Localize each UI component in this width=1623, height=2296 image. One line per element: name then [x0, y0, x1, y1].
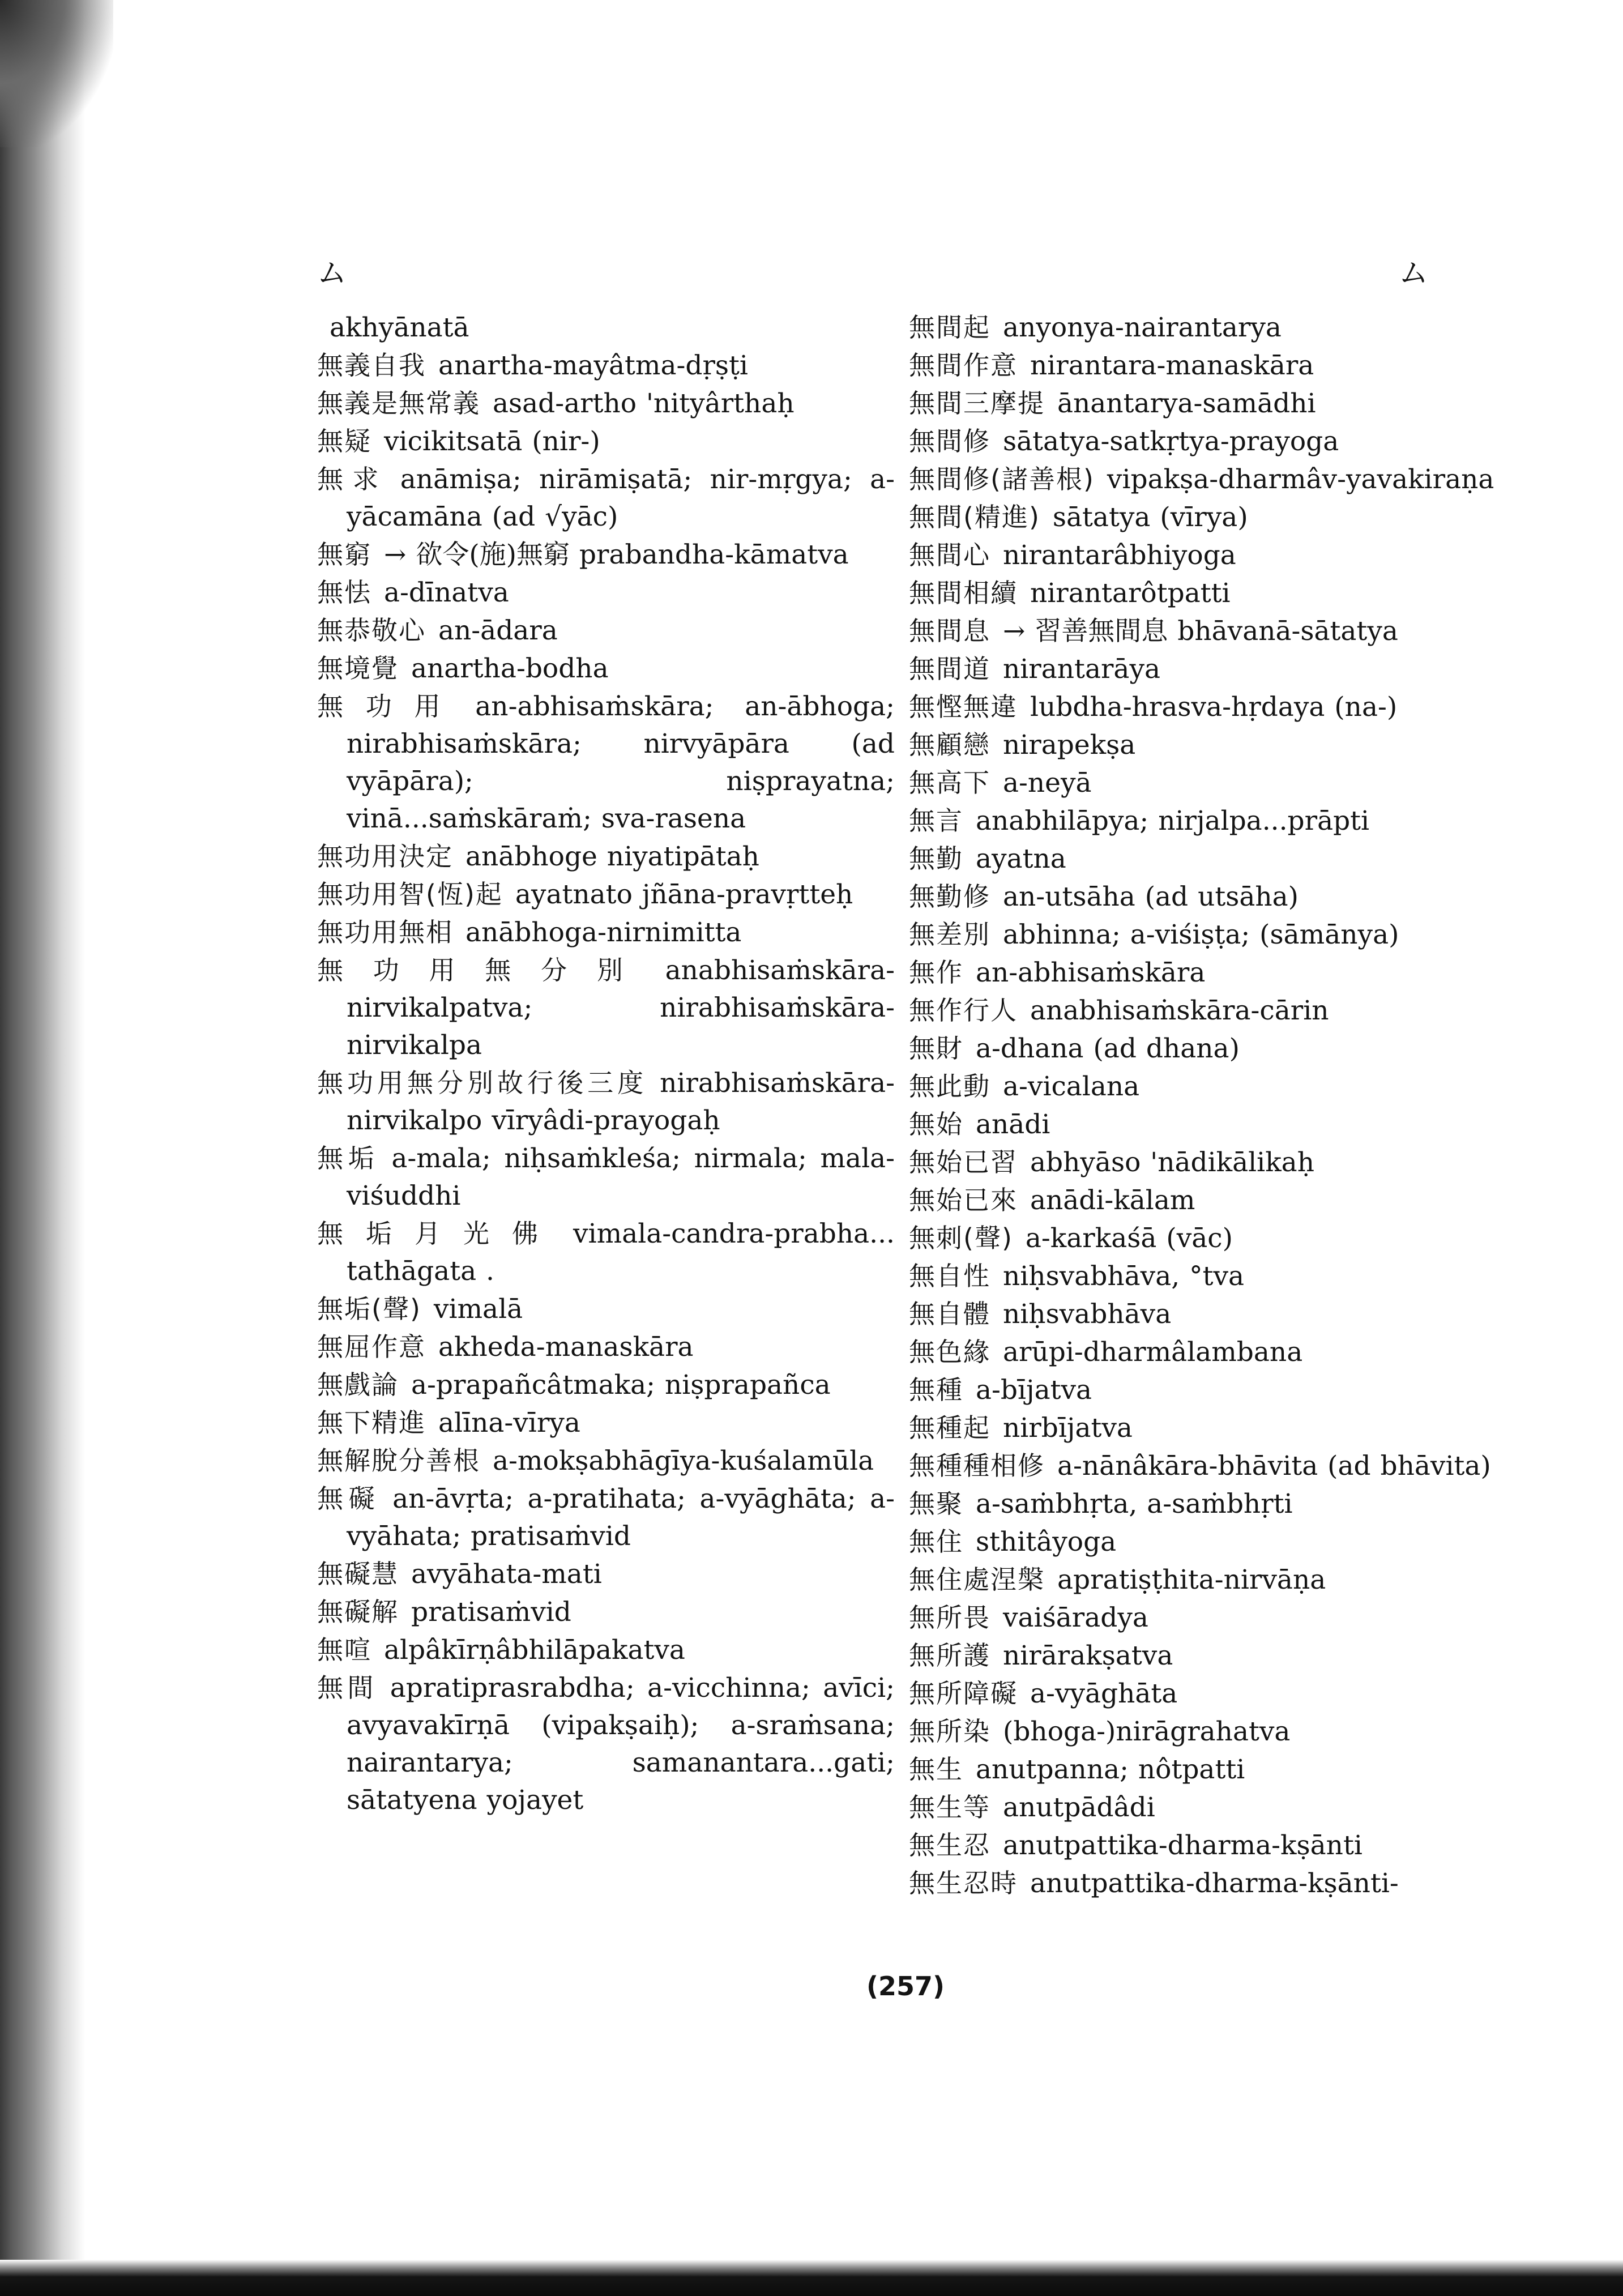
entry-sanskrit: a-mala; niḥsaṁkleśa; nirmala; mala-viśuddhi — [347, 1143, 895, 1211]
entry-headword: 無間 — [317, 1672, 378, 1703]
dictionary-entry — [909, 1409, 1509, 1447]
entry-headword: 無礙 — [317, 1483, 381, 1514]
dictionary-entry — [909, 1826, 1509, 1864]
entry-sanskrit: anādi-kālam — [1030, 1185, 1195, 1216]
entry-sanskrit: vimala-candra-prabha... tathāgata . — [347, 1218, 895, 1287]
entry-sanskrit: → 習善無間息 bhāvanā-sātatya — [1003, 616, 1398, 647]
entry-sanskrit: nirantarâbhiyoga — [1003, 540, 1236, 571]
entry-headword: 無所染 — [909, 1716, 990, 1747]
entry-headword: 無礙解 — [317, 1597, 399, 1627]
page-number: (257) — [866, 1971, 945, 2001]
entry-sanskrit: a-saṁbhṛta, a-saṁbhṛti — [976, 1488, 1293, 1520]
entry-headword: 無勤 — [909, 843, 963, 874]
entry-sanskrit: vipakṣa-dharmâv-yavakiraṇa — [1107, 464, 1494, 495]
entry-headword: 無垢月光佛 — [317, 1218, 561, 1249]
dictionary-entry — [317, 650, 895, 688]
entry-headword: 無生忍時 — [909, 1868, 1018, 1898]
dictionary-entry — [909, 1030, 1509, 1068]
entry-headword: 無屈作意 — [317, 1331, 426, 1362]
entry-headword: 無住處涅槃 — [909, 1564, 1045, 1595]
entry-headword: 無恭敬心 — [317, 615, 426, 646]
entry-headword: 無所畏 — [909, 1602, 990, 1633]
entry-sanskrit: vimalā — [433, 1294, 523, 1325]
dictionary-entry — [317, 574, 895, 612]
dictionary-entry — [909, 347, 1509, 385]
entry-headword: 無慳無違 — [909, 692, 1018, 722]
dictionary-entry — [909, 1106, 1509, 1143]
entry-headword: 無窮 — [317, 539, 371, 570]
dictionary-entry — [317, 838, 895, 876]
dictionary-entry — [909, 802, 1509, 840]
entry-sanskrit: anabhisaṁskāra-cārin — [1030, 995, 1329, 1026]
entry-sanskrit: a-nānâkāra-bhāvita (ad bhāvita) — [1057, 1450, 1491, 1482]
entry-headword: 無間(精進) — [909, 502, 1040, 532]
entry-sanskrit: akhyānatā — [330, 312, 469, 343]
entry-sanskrit: nirantara-manaskāra — [1030, 350, 1314, 381]
scan-edge-left — [0, 0, 85, 2296]
entry-headword: 無戲論 — [317, 1369, 399, 1400]
entry-sanskrit: vicikitsatā (nir-) — [384, 426, 600, 457]
dictionary-entry — [317, 1442, 895, 1480]
dictionary-entry — [909, 309, 1509, 347]
entry-headword: 無間修(諸善根) — [909, 464, 1095, 494]
entry-headword: 無始 — [909, 1109, 963, 1140]
entry-sanskrit: nirantarāya — [1003, 654, 1161, 685]
dictionary-entry — [909, 1864, 1509, 1902]
entry-headword: 無功用智(恆)起 — [317, 879, 503, 910]
dictionary-entry — [909, 1713, 1509, 1751]
dictionary-entry — [909, 423, 1509, 460]
entry-headword: 無此動 — [909, 1071, 990, 1102]
entry-headword: 無作行人 — [909, 995, 1018, 1026]
dictionary-entry — [317, 1404, 895, 1442]
entry-sanskrit: anābhoge niyatipātaḥ — [465, 841, 759, 872]
entry-sanskrit: arūpi-dharmâlambana — [1003, 1337, 1303, 1368]
entry-headword: 無怯 — [317, 577, 371, 608]
entry-headword: 無功用無分別 — [317, 955, 653, 985]
dictionary-entry — [909, 460, 1509, 498]
dictionary-entry — [909, 726, 1509, 764]
entry-sanskrit: avyāhata-mati — [411, 1559, 602, 1590]
entry-sanskrit: asad-artho 'nityârthaḥ — [493, 388, 795, 419]
dictionary-entry — [317, 1366, 895, 1404]
entry-headword: 無義自我 — [317, 350, 426, 381]
entry-headword: 無所障礙 — [909, 1678, 1018, 1709]
entry-headword: 無始已來 — [909, 1185, 1018, 1215]
dictionary-entry — [317, 914, 895, 951]
entry-headword: 無間相續 — [909, 578, 1018, 608]
entry-sanskrit: a-karkaśā (vāc) — [1025, 1223, 1233, 1254]
entry-sanskrit: → 欲令(施)無窮 prabandha-kāmatva — [384, 539, 849, 570]
entry-headword: 無聚 — [909, 1488, 963, 1519]
entry-headword: 無勤修 — [909, 881, 990, 912]
entry-sanskrit: sātatya-satkṛtya-prayoga — [1003, 426, 1339, 457]
dictionary-entry — [317, 1140, 895, 1215]
entry-headword: 無間修 — [909, 426, 990, 456]
entry-sanskrit: sātatya (vīrya) — [1052, 502, 1248, 533]
entry-headword: 無財 — [909, 1033, 963, 1064]
dictionary-entry — [909, 688, 1509, 726]
entry-sanskrit: anabhilāpya; nirjalpa...prāpti — [976, 805, 1370, 837]
dictionary-entry — [909, 1447, 1509, 1485]
entry-headword: 無生忍 — [909, 1830, 990, 1860]
dictionary-entry — [317, 1290, 895, 1328]
entry-sanskrit: nirabhisaṁskāra-nirvikalpo vīryâdi-prayogaḥ — [347, 1068, 895, 1136]
entry-sanskrit: anartha-bodha — [411, 653, 609, 684]
entry-headword: 無作 — [909, 957, 963, 988]
entry-headword: 無間道 — [909, 654, 990, 684]
entry-headword: 無始已習 — [909, 1147, 1018, 1177]
entry-sanskrit: a-vyāghāta — [1030, 1678, 1178, 1709]
entry-sanskrit: an-utsāha (ad utsāha) — [1003, 881, 1299, 912]
dictionary-entry — [317, 309, 895, 347]
dictionary-entry — [909, 1789, 1509, 1826]
entry-headword: 無間三摩提 — [909, 388, 1045, 419]
entry-sanskrit: a-mokṣabhāgīya-kuśalamūla — [493, 1445, 874, 1476]
entry-sanskrit: an-abhisaṁskāra — [976, 957, 1206, 988]
entry-sanskrit: a-bījatva — [976, 1375, 1092, 1406]
dictionary-entry — [909, 1675, 1509, 1713]
dictionary-entry — [317, 1215, 895, 1290]
entry-sanskrit: anartha-mayâtma-dṛṣṭi — [438, 350, 748, 381]
dictionary-entry — [909, 1637, 1509, 1675]
dictionary-entry — [909, 1219, 1509, 1257]
dictionary-entry — [317, 951, 895, 1064]
entry-headword: 無生 — [909, 1754, 963, 1785]
entry-headword: 無間心 — [909, 540, 990, 570]
entry-headword: 無間作意 — [909, 350, 1018, 381]
entry-headword: 無色緣 — [909, 1337, 990, 1367]
entry-headword: 無所護 — [909, 1640, 990, 1671]
dictionary-entry — [909, 878, 1509, 916]
entry-sanskrit: anutpanna; nôtpatti — [976, 1754, 1245, 1785]
header-mark-right: ム — [1399, 257, 1429, 291]
dictionary-entry — [909, 1599, 1509, 1637]
entry-headword: 無住 — [909, 1526, 963, 1557]
dictionary-entry — [909, 1561, 1509, 1599]
entry-sanskrit: alīna-vīrya — [438, 1407, 580, 1439]
dictionary-entry — [909, 650, 1509, 688]
dictionary-entry — [909, 1143, 1509, 1181]
dictionary-entry — [317, 536, 895, 574]
entry-sanskrit: anutpattika-dharma-kṣānti- — [1030, 1868, 1399, 1899]
header-mark-left: ム — [317, 257, 347, 291]
entry-sanskrit: a-neyā — [1003, 767, 1092, 799]
dictionary-entry — [909, 574, 1509, 612]
entry-sanskrit: anābhoga-nirnimitta — [465, 917, 742, 948]
entry-sanskrit: a-dīnatva — [384, 577, 509, 608]
dictionary-entry — [909, 1068, 1509, 1106]
scan-edge-bottom — [0, 2260, 1623, 2296]
dictionary-entry — [909, 916, 1509, 954]
entry-sanskrit: an-ādara — [438, 615, 558, 646]
entry-sanskrit: an-āvṛta; a-pratihata; a-vyāghāta; a-vyāhata; pratisaṁvid — [347, 1483, 895, 1552]
entry-headword: 無言 — [909, 805, 963, 836]
dictionary-entry — [317, 385, 895, 423]
entry-sanskrit: nirārakṣatva — [1003, 1640, 1173, 1671]
entry-sanskrit: nirbījatva — [1003, 1412, 1133, 1444]
entry-sanskrit: nirantarôtpatti — [1030, 578, 1231, 609]
entry-sanskrit: sthitâyoga — [976, 1526, 1117, 1557]
entry-headword: 無種 — [909, 1375, 963, 1405]
dictionary-entry — [317, 1669, 895, 1819]
entry-sanskrit: a-vicalana — [1003, 1071, 1140, 1102]
entry-headword: 無礙慧 — [317, 1559, 399, 1589]
entry-headword: 無間息 — [909, 616, 990, 646]
entry-headword: 無功用 — [317, 691, 463, 722]
dictionary-entry — [909, 840, 1509, 878]
entry-sanskrit: an-abhisaṁskāra; an-ābhoga; nirabhisaṁskāra; nirvyāpāra (ad vyāpāra); niṣprayatna; vinā...saṁskāraṁ; sva-rasena — [347, 691, 895, 834]
entry-headword: 無顧戀 — [909, 729, 990, 760]
dictionary-entry — [317, 1328, 895, 1366]
dictionary-entry — [317, 347, 895, 385]
entry-headword: 無解脫分善根 — [317, 1445, 480, 1476]
entry-sanskrit: abhyāso 'nādikālikaḥ — [1030, 1147, 1314, 1178]
dictionary-entry — [909, 1181, 1509, 1219]
entry-headword: 無義是無常義 — [317, 388, 480, 419]
dictionary-entry — [909, 1295, 1509, 1333]
entry-sanskrit: akheda-manaskāra — [438, 1331, 694, 1363]
entry-headword: 無生等 — [909, 1792, 990, 1823]
entry-headword: 無間起 — [909, 312, 990, 343]
dictionary-entry — [909, 498, 1509, 536]
entry-headword: 無垢(聲) — [317, 1294, 421, 1324]
entry-sanskrit: anutpādâdi — [1003, 1792, 1155, 1823]
entry-sanskrit: anāmiṣa; nirāmiṣatā; nir-mṛgya; a-yācamāna (ad √yāc) — [347, 464, 895, 532]
entry-sanskrit: abhinna; a-viśiṣṭa; (sāmānya) — [1003, 919, 1399, 950]
dictionary-entry — [909, 1371, 1509, 1409]
entry-sanskrit: ayatna — [976, 843, 1066, 874]
entry-headword: 無自性 — [909, 1261, 990, 1291]
dictionary-entry — [909, 536, 1509, 574]
dictionary-entry — [909, 385, 1509, 423]
dictionary-entry — [317, 876, 895, 914]
dictionary-entry — [909, 1751, 1509, 1789]
entry-sanskrit: apratiṣṭhita-nirvāṇa — [1057, 1564, 1326, 1595]
entry-sanskrit: (bhoga-)nirāgrahatva — [1003, 1716, 1291, 1747]
entry-sanskrit: anutpattika-dharma-kṣānti — [1003, 1830, 1363, 1861]
dictionary-entry — [317, 460, 895, 536]
entry-sanskrit: pratisaṁvid — [411, 1597, 571, 1628]
entry-sanskrit: a-prapañcâtmaka; niṣprapañca — [411, 1369, 831, 1401]
dictionary-entry — [909, 1523, 1509, 1561]
entry-headword: 無疑 — [317, 426, 371, 456]
dictionary-entry — [317, 1631, 895, 1669]
entry-headword: 無求 — [317, 464, 388, 494]
entry-headword: 無下精進 — [317, 1407, 426, 1438]
entry-sanskrit: ayatnato jñāna-pravṛtteḥ — [515, 879, 853, 910]
entry-sanskrit: niḥsvabhāva, °tva — [1003, 1261, 1245, 1292]
entry-sanskrit: vaiśāradya — [1003, 1602, 1148, 1633]
entry-headword: 無功用決定 — [317, 841, 453, 872]
entry-sanskrit: ānantarya-samādhi — [1057, 388, 1316, 419]
entry-headword: 無功用無分別故行後三度 — [317, 1068, 648, 1098]
entry-headword: 無刺(聲) — [909, 1223, 1013, 1253]
entry-sanskrit: niḥsvabhāva — [1003, 1299, 1172, 1330]
dictionary-entry — [909, 764, 1509, 802]
left-column — [317, 309, 895, 1819]
dictionary-entry — [909, 992, 1509, 1030]
entry-sanskrit: anyonya-nairantarya — [1003, 312, 1282, 343]
entry-headword: 無高下 — [909, 767, 990, 798]
dictionary-entry — [317, 688, 895, 838]
scan-edge-corner — [0, 0, 113, 147]
entry-sanskrit: alpâkīrṇâbhilāpakatva — [384, 1634, 685, 1666]
entry-headword: 無境覺 — [317, 653, 399, 684]
entry-sanskrit: nirapekṣa — [1003, 729, 1136, 761]
dictionary-entry — [909, 612, 1509, 650]
entry-headword: 無垢 — [317, 1143, 379, 1173]
dictionary-entry — [909, 1333, 1509, 1371]
dictionary-entry — [317, 1480, 895, 1555]
dictionary-entry — [909, 1485, 1509, 1523]
entry-sanskrit: lubdha-hrasva-hṛdaya (na-) — [1030, 692, 1398, 723]
dictionary-entry — [909, 1257, 1509, 1295]
entry-sanskrit: anabhisaṁskāra-nirvikalpatva; nirabhisaṁskāra-nirvikalpa — [347, 955, 895, 1061]
entry-headword: 無功用無相 — [317, 917, 453, 948]
right-column — [909, 309, 1509, 1902]
entry-sanskrit: a-dhana (ad dhana) — [976, 1033, 1240, 1064]
entry-headword: 無種種相修 — [909, 1450, 1045, 1481]
entry-sanskrit: apratiprasrabdha; a-vicchinna; avīci; avyavakīrṇā (vipakṣaiḥ); a-sraṁsana; nairantarya; samanantara...gati; sātatyena yojayet — [347, 1672, 895, 1816]
entry-headword: 無差別 — [909, 919, 990, 950]
entry-headword: 無種起 — [909, 1412, 990, 1443]
entry-headword: 無喧 — [317, 1634, 371, 1665]
entry-sanskrit: anādi — [976, 1109, 1050, 1140]
dictionary-entry — [909, 954, 1509, 992]
entry-headword: 無自體 — [909, 1299, 990, 1329]
dictionary-entry — [317, 612, 895, 650]
dictionary-entry — [317, 1064, 895, 1140]
dictionary-entry — [317, 1593, 895, 1631]
dictionary-entry — [317, 423, 895, 460]
dictionary-entry — [317, 1555, 895, 1593]
